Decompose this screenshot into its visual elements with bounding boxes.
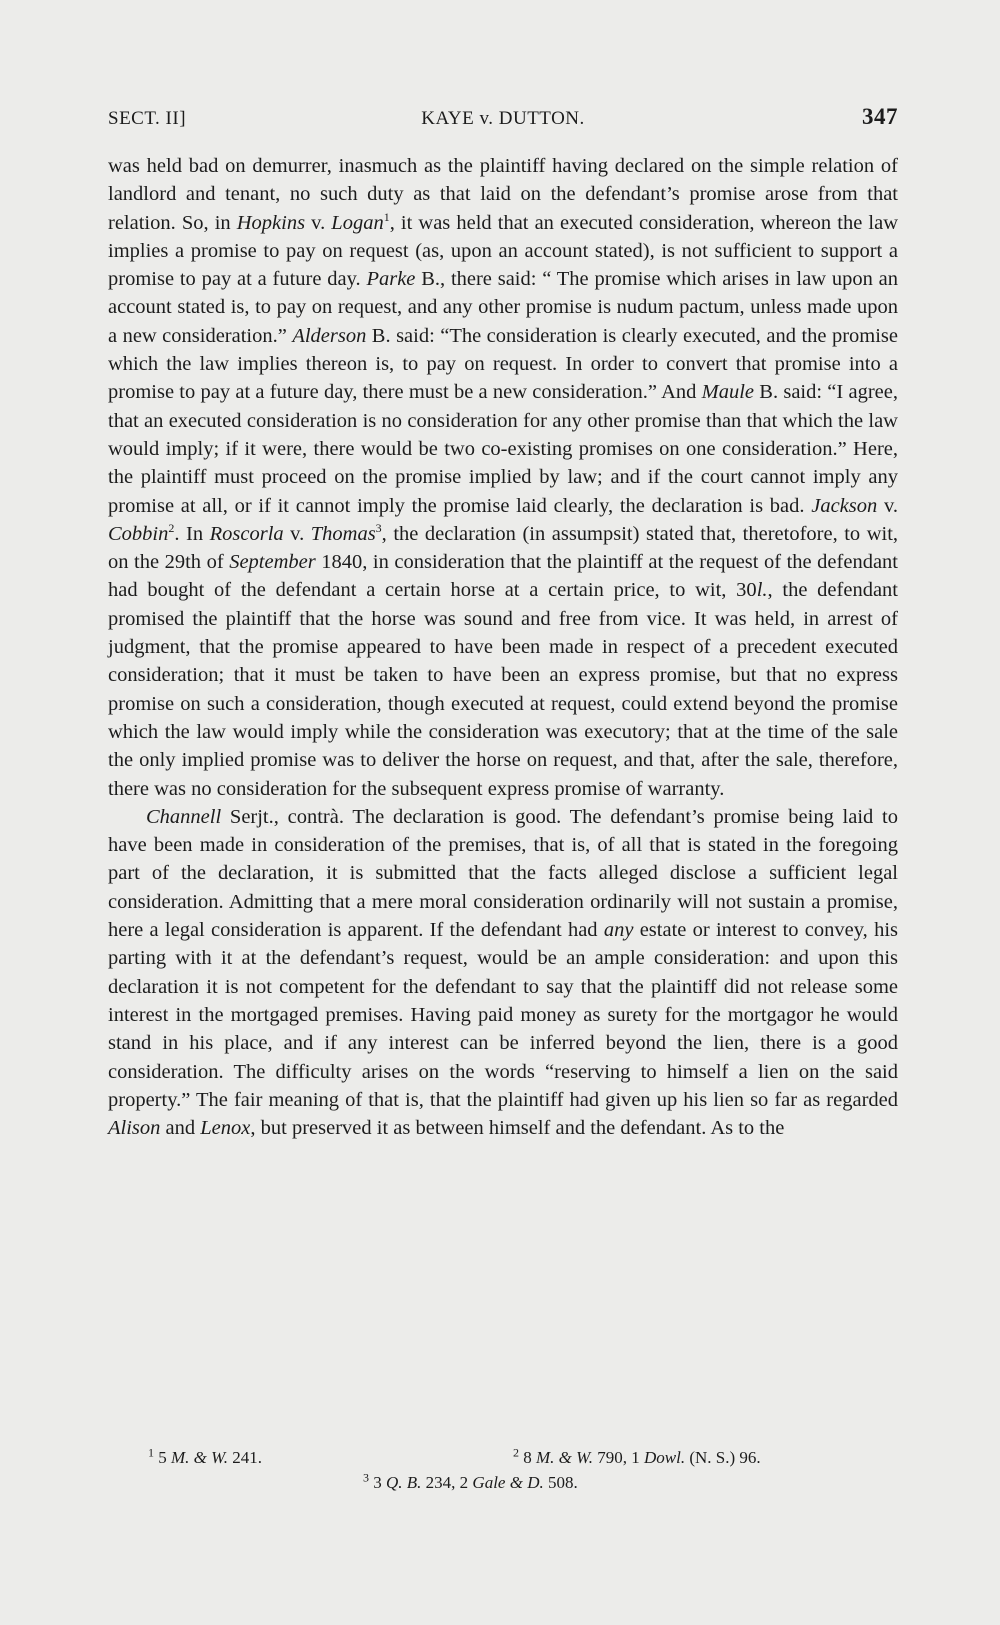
footnote-2: [513, 1445, 761, 1468]
footnote-ref: 3: [363, 1470, 369, 1485]
footnote-ref: 1: [148, 1445, 154, 1460]
running-title: KAYE v. DUTTON.: [421, 108, 585, 129]
italic-text: Gale & D.: [472, 1473, 544, 1492]
text-run: (N. S.) 96.: [685, 1448, 761, 1467]
italic-text: Alderson: [292, 324, 367, 347]
paragraph-channell: [108, 803, 898, 1143]
text-run: 1840, in consideration that the plaintiff at the request of the defendant had bought of the defendant a certain horse at a certain price, to wit, 30: [108, 551, 898, 602]
text-run: , the declaration (in assumpsit) stated that, theretofore, to wit, on the 29th of: [108, 522, 899, 574]
text-run: 8: [519, 1448, 536, 1467]
text-run: estate or interest to convey, his parting with it at the defendant’s request, would be an ample consideration: and upon this declaration it is not competent for the defendant to say that the plaintiff did not release some interest in the mortgaged premises. Having paid money as surety for the mortgagor he would stand in his place, and if any interest can be inferred beyond the lien, there is a good consideration. The difficulty arises on the words “reserving to himself a lien on the said property.” The fair meaning of that is, that the plaintiff had given up his lien so far as regarded: [108, 919, 898, 1111]
italic-text: any: [603, 919, 634, 942]
section-label: SECT. II]: [108, 108, 187, 129]
footnotes: [108, 1445, 898, 1492]
text-run: 3: [369, 1473, 386, 1492]
running-header: [108, 104, 898, 136]
footnote-1: [148, 1445, 262, 1468]
italic-text: Roscorla: [209, 522, 284, 545]
italic-text: September: [229, 551, 316, 574]
text-run: , it was held that an executed consideration, whereon the law implies a promise to pay on request (as, upon an account stated), is not sufficient to support a promise to pay at a future day.: [108, 211, 898, 291]
text-run: 241.: [228, 1448, 262, 1467]
footnote-ref: 2: [513, 1445, 519, 1460]
italic-text: Q. B.: [386, 1473, 422, 1492]
text-run: , but preserved it as between himself and the defendant. As to the: [250, 1117, 785, 1140]
italic-text: l.: [756, 579, 768, 602]
italic-text: Hopkins: [236, 211, 306, 234]
text-run: Serjt., contrà. The declaration is good. The defendant’s promise being laid to have been made in consideration of the premises, that is, of all that is stated in the foregoing part of the declaration, it is submitted that the facts alleged disclose a sufficient legal consideration. Admitting that a mere moral consideration ordinarily will not sustain a promise, here a legal consideration is apparent. If the defendant had: [108, 805, 898, 942]
text-run: B. said: “The consideration is clearly executed, and the promise which the law implies thereon is, to pay on request. In order to convert that promise into a promise to pay at a future day, there must be a new consideration.” And: [108, 324, 898, 404]
text-run: 234, 2: [421, 1473, 473, 1492]
italic-text: Thomas: [310, 522, 376, 545]
italic-text: Maule: [701, 381, 755, 404]
text-run: and: [160, 1117, 201, 1140]
body-text: [108, 152, 898, 1142]
italic-text: Lenox: [200, 1117, 251, 1140]
text-run: 508.: [543, 1473, 578, 1492]
italic-text: M. & W.: [536, 1448, 593, 1467]
text-run: B. said: “I agree, that an executed consideration is no consideration for any other promise than that which the law would imply; if it were, there would be two co-existing promises on one consideration.” Here, the plaintiff must proceed on the promise implied by law; and if the court cannot imply any promise at all, or if it cannot imply the promise laid clearly, the declaration is bad.: [108, 381, 898, 517]
italic-text: Channell: [146, 805, 222, 828]
italic-text: Alison: [108, 1117, 161, 1140]
text-run: , the defendant promised the plaintiff that the horse was sound and free from vice. It was held, in arrest of judgment, that the promise appeared to have been made in respect of a precedent executed consideration; that it must be taken to have been an express promise, but that no express promise on such a consideration, though executed at request, could extend beyond the promise which the law would imply while the consideration was executory; that at the time of the sale the only implied promise was to deliver the horse on request, and that, after the sale, therefore, there was no consideration for the subsequent express promise of warranty.: [108, 579, 898, 800]
italic-text: Cobbin: [108, 522, 169, 545]
text-run: . In: [174, 522, 210, 545]
page-number: 347: [862, 104, 898, 129]
text-run: v.: [877, 494, 899, 517]
italic-text: Logan: [331, 211, 384, 234]
italic-text: Parke: [366, 268, 416, 291]
text-run: 5: [154, 1448, 171, 1467]
text-run: v.: [283, 522, 311, 545]
paragraph-continued: [108, 152, 898, 803]
text-run: 790, 1: [593, 1448, 644, 1467]
footnote-ref: 1: [383, 209, 390, 224]
text-run: B., there said: “ The promise which arises in law upon an account stated is, to pay on request, and any other promise is nudum pactum, unless made upon a new consideration.”: [108, 268, 898, 347]
text-run: was held bad on demurrer, inasmuch as the plaintiff having declared on the simple relation of landlord and tenant, no such duty as that laid on the defendant’s promise arose from that relation. So, in: [108, 155, 898, 234]
italic-text: Dowl.: [644, 1448, 686, 1467]
text-run: v.: [305, 211, 332, 234]
italic-text: Jackson: [811, 494, 878, 517]
footnote-ref: 3: [375, 521, 382, 536]
footnote-3: [363, 1470, 578, 1493]
italic-text: M. & W.: [171, 1448, 228, 1467]
footnote-ref: 2: [168, 521, 175, 536]
